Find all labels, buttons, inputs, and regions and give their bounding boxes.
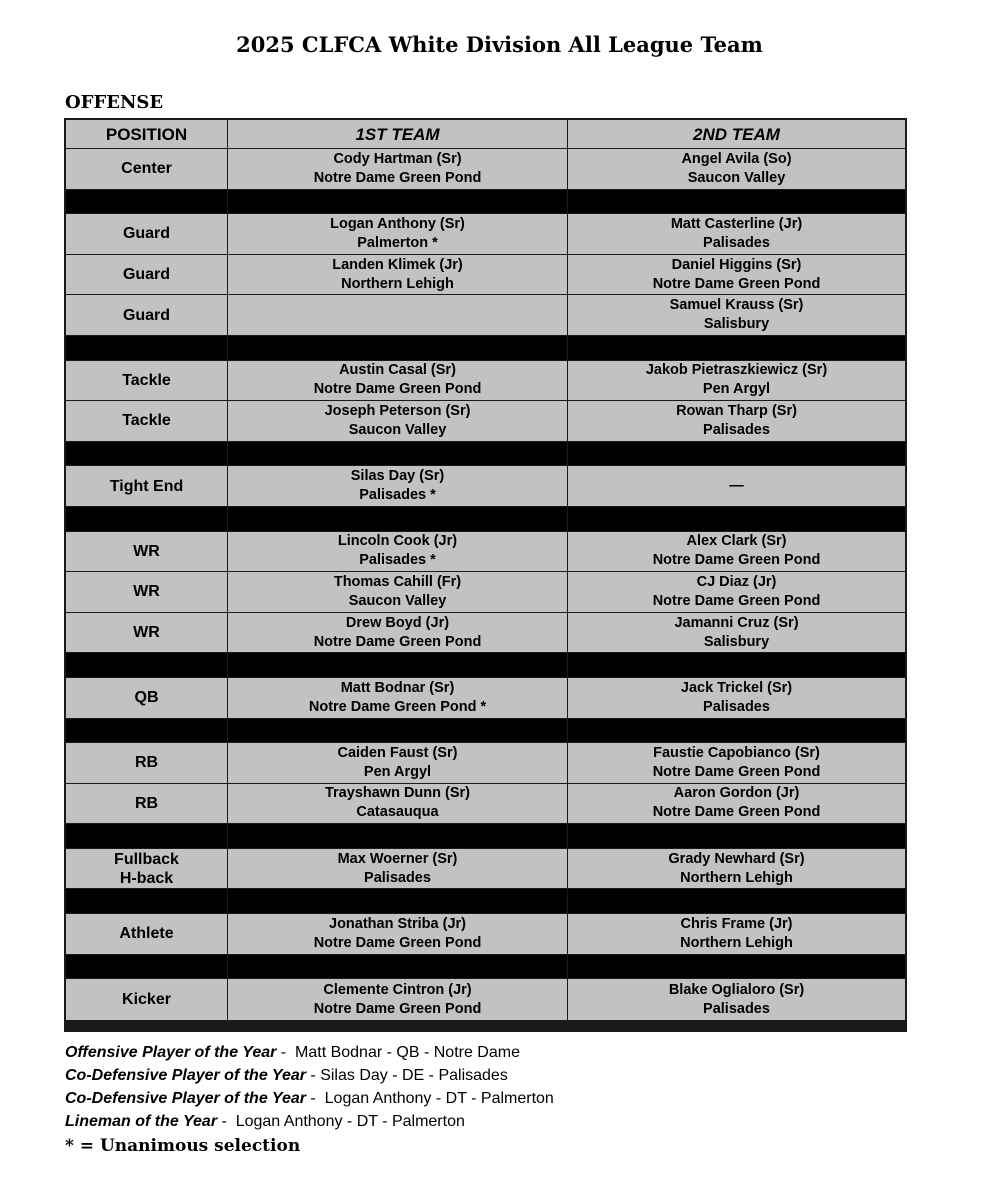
first-team-cell: [228, 466, 568, 506]
first-team-cell: [228, 849, 568, 889]
table-row: [66, 743, 905, 784]
header-position: [66, 120, 228, 148]
separator-row: [66, 653, 905, 678]
second-team-cell: [568, 532, 905, 572]
second-team-cell-line: Notre Dame Green Pond: [652, 804, 821, 821]
table-row: [66, 255, 905, 296]
first-team-cell-line: Caiden Faust (Sr): [337, 744, 458, 761]
second-team-cell: [568, 466, 905, 506]
first-team-cell: [228, 149, 568, 189]
separator-cell: [568, 955, 905, 979]
position-cell-line: Fullback: [114, 850, 179, 868]
table-row: [66, 979, 905, 1020]
header-second-team: [568, 120, 905, 148]
first-team-cell-line: Notre Dame Green Pond: [313, 934, 482, 951]
second-team-cell-line: —: [729, 477, 744, 494]
award-line: [65, 1110, 554, 1133]
separator-cell: [568, 889, 905, 913]
second-team-cell: [568, 572, 905, 612]
table-row: [66, 678, 905, 719]
separator-cell: [228, 336, 568, 360]
header-position-line: POSITION: [105, 124, 188, 144]
separator-cell: [66, 955, 228, 979]
separator-row: [66, 889, 905, 914]
second-team-cell: [568, 849, 905, 889]
second-team-cell: [568, 214, 905, 254]
second-team-cell: [568, 743, 905, 783]
first-team-cell-line: Palmerton *: [357, 234, 438, 251]
second-team-cell-line: CJ Diaz (Jr): [696, 573, 777, 590]
first-team-cell-line: Lincoln Cook (Jr): [337, 533, 458, 550]
award-line: [65, 1064, 554, 1087]
first-team-cell: [228, 979, 568, 1020]
second-team-cell-line: Pen Argyl: [702, 381, 771, 398]
position-cell: [66, 295, 228, 335]
separator-cell: [568, 336, 905, 360]
first-team-cell-line: Palisades *: [359, 552, 436, 569]
first-team-cell: [228, 361, 568, 401]
separator-cell: [66, 442, 228, 466]
second-team-cell-line: Chris Frame (Jr): [680, 915, 793, 932]
second-team-cell-line: Jack Trickel (Sr): [680, 679, 793, 696]
table-row: [66, 361, 905, 402]
separator-cell: [66, 336, 228, 360]
first-team-cell-line: Landen Klimek (Jr): [332, 256, 463, 273]
second-team-cell-line: Notre Dame Green Pond: [652, 763, 821, 780]
separator-cell: [568, 824, 905, 848]
separator-cell: [568, 653, 905, 677]
separator-row: [66, 955, 905, 980]
first-team-cell: [228, 743, 568, 783]
position-cell-line: QB: [134, 689, 159, 707]
position-cell-line: RB: [134, 794, 159, 812]
second-team-cell-line: Palisades: [703, 421, 770, 438]
second-team-cell: [568, 255, 905, 295]
first-team-cell-line: Austin Casal (Sr): [339, 362, 456, 379]
separator-cell: [66, 719, 228, 743]
first-team-cell: [228, 572, 568, 612]
second-team-cell-line: Grady Newhard (Sr): [668, 850, 805, 867]
second-team-cell-line: Saucon Valley: [687, 169, 786, 186]
second-team-cell-line: Jamanni Cruz (Sr): [674, 614, 799, 631]
award-value: - Matt Bodnar - QB - Notre Dame: [276, 1044, 520, 1061]
second-team-cell-line: Samuel Krauss (Sr): [669, 297, 804, 314]
award-label: Offensive Player of the Year: [65, 1044, 277, 1061]
unanimous-note: * = Unanimous selection: [65, 1136, 301, 1156]
first-team-cell-line: Drew Boyd (Jr): [345, 614, 450, 631]
first-team-cell-line: Max Woerner (Sr): [337, 850, 458, 867]
first-team-cell-line: Palisades: [364, 869, 431, 886]
separator-cell: [568, 507, 905, 531]
position-cell-line: WR: [133, 583, 160, 601]
second-team-cell-line: Notre Dame Green Pond: [652, 275, 821, 292]
separator-row: [66, 336, 905, 361]
position-cell: [66, 361, 228, 401]
second-team-cell-line: Aaron Gordon (Jr): [673, 785, 800, 802]
first-team-cell: [228, 914, 568, 954]
position-cell: [66, 743, 228, 783]
first-team-cell-line: Notre Dame Green Pond: [313, 381, 482, 398]
position-cell-line: Athlete: [119, 925, 174, 943]
second-team-cell: [568, 784, 905, 824]
separator-cell: [228, 507, 568, 531]
first-team-cell-line: Joseph Peterson (Sr): [324, 402, 471, 419]
first-team-cell-line: Notre Dame Green Pond: [313, 169, 482, 186]
position-cell-line: H-back: [119, 869, 174, 887]
roster-table: [64, 118, 907, 1032]
position-cell: [66, 784, 228, 824]
table-header: [66, 120, 905, 149]
position-cell-line: Kicker: [122, 991, 171, 1009]
position-cell-line: Guard: [122, 306, 171, 324]
first-team-cell-line: Palisades *: [359, 487, 436, 504]
table-row: [66, 849, 905, 890]
second-team-cell-line: Rowan Tharp (Sr): [676, 402, 797, 419]
separator-cell: [228, 824, 568, 848]
second-team-cell-line: Notre Dame Green Pond: [652, 552, 821, 569]
table-row: [66, 532, 905, 573]
position-cell-line: Guard: [122, 266, 171, 284]
separator-cell: [228, 190, 568, 214]
table-row: [66, 295, 905, 336]
second-team-cell-line: Alex Clark (Sr): [686, 533, 787, 550]
award-value: - Silas Day - DE - Palisades: [305, 1067, 508, 1084]
first-team-cell-line: Pen Argyl: [363, 763, 432, 780]
position-cell-line: Guard: [122, 225, 171, 243]
award-line: [65, 1041, 554, 1064]
position-cell-line: Tackle: [122, 412, 171, 430]
separator-cell: [568, 719, 905, 743]
header-first-team: [228, 120, 568, 148]
first-team-cell: [228, 613, 568, 653]
section-heading: OFFENSE: [65, 92, 164, 113]
second-team-cell-line: Jakob Pietraszkiewicz (Sr): [645, 362, 828, 379]
position-cell-line: Center: [121, 160, 172, 178]
first-team-cell-line: Northern Lehigh: [341, 275, 454, 292]
table-row: [66, 149, 905, 190]
position-cell: [66, 532, 228, 572]
first-team-cell-line: Cody Hartman (Sr): [333, 150, 462, 167]
table-row: [66, 572, 905, 613]
separator-cell: [66, 190, 228, 214]
first-team-cell-line: Matt Bodnar (Sr): [340, 679, 455, 696]
first-team-cell-line: Notre Dame Green Pond *: [308, 698, 487, 715]
separator-cell: [66, 824, 228, 848]
award-label: Co-Defensive Player of the Year: [65, 1067, 306, 1084]
second-team-cell: [568, 678, 905, 718]
first-team-cell-line: Jonathan Striba (Jr): [329, 915, 466, 932]
first-team-cell: [228, 532, 568, 572]
second-team-cell: [568, 401, 905, 441]
second-team-cell: [568, 295, 905, 335]
position-cell-line: WR: [133, 542, 160, 560]
table-row: [66, 401, 905, 442]
first-team-cell-line: Notre Dame Green Pond: [313, 1000, 482, 1017]
position-cell: [66, 914, 228, 954]
separator-cell: [228, 442, 568, 466]
second-team-cell: [568, 914, 905, 954]
second-team-cell: [568, 613, 905, 653]
position-cell-line: Tackle: [122, 371, 171, 389]
award-value: - Logan Anthony - DT - Palmerton: [305, 1090, 554, 1107]
separator-cell: [66, 653, 228, 677]
award-label: Lineman of the Year: [65, 1113, 218, 1130]
second-team-cell: [568, 979, 905, 1020]
second-team-cell-line: Matt Casterline (Jr): [670, 215, 803, 232]
position-cell-line: RB: [134, 754, 159, 772]
first-team-cell: [228, 678, 568, 718]
second-team-cell: [568, 361, 905, 401]
header-first-team-line: 1ST TEAM: [355, 124, 440, 144]
table-row: [66, 784, 905, 825]
first-team-cell-line: Trayshawn Dunn (Sr): [324, 785, 471, 802]
position-cell: [66, 678, 228, 718]
second-team-cell-line: Northern Lehigh: [680, 869, 793, 886]
second-team-cell-line: Daniel Higgins (Sr): [671, 256, 802, 273]
separator-cell: [228, 955, 568, 979]
separator-cell: [568, 190, 905, 214]
second-team-cell-line: Angel Avila (So): [681, 150, 792, 167]
separator-cell: [228, 889, 568, 913]
second-team-cell-line: Salisbury: [703, 633, 770, 650]
second-team-cell: [568, 149, 905, 189]
position-cell: [66, 849, 228, 889]
first-team-cell: [228, 295, 568, 335]
second-team-cell-line: Salisbury: [703, 316, 770, 333]
first-team-cell-line: Catasauqua: [356, 804, 439, 821]
separator-row: [66, 719, 905, 744]
separator-row: [66, 442, 905, 467]
separator-cell: [66, 889, 228, 913]
separator-cell: [568, 442, 905, 466]
award-line: [65, 1087, 554, 1110]
first-team-cell-line: Clemente Cintron (Jr): [323, 981, 472, 998]
first-team-cell: [228, 401, 568, 441]
position-cell: [66, 572, 228, 612]
separator-cell: [228, 653, 568, 677]
first-team-cell-line: Silas Day (Sr): [350, 468, 445, 485]
position-cell: [66, 149, 228, 189]
page-title: 2025 CLFCA White Division All League Team: [236, 32, 763, 57]
separator-row: [66, 190, 905, 215]
position-cell: [66, 613, 228, 653]
first-team-cell: [228, 784, 568, 824]
position-cell: [66, 466, 228, 506]
first-team-cell: [228, 214, 568, 254]
award-label: Co-Defensive Player of the Year: [65, 1090, 306, 1107]
second-team-cell-line: Faustie Capobianco (Sr): [653, 744, 820, 761]
separator-row: [66, 507, 905, 532]
second-team-cell-line: Palisades: [703, 1000, 770, 1017]
second-team-cell-line: Palisades: [703, 234, 770, 251]
position-cell: [66, 401, 228, 441]
first-team-cell-line: Saucon Valley: [348, 421, 447, 438]
header-second-team-line: 2ND TEAM: [693, 124, 780, 144]
position-cell-line: Tight End: [109, 477, 184, 495]
awards-list: [65, 1041, 554, 1133]
separator-cell: [228, 719, 568, 743]
position-cell: [66, 979, 228, 1020]
table-row: [66, 214, 905, 255]
first-team-cell: [228, 255, 568, 295]
second-team-cell-line: Blake Oglialoro (Sr): [668, 981, 805, 998]
first-team-cell-line: Thomas Cahill (Fr): [333, 573, 462, 590]
table-row: [66, 914, 905, 955]
separator-row: [66, 824, 905, 849]
table-row: [66, 613, 905, 654]
first-team-cell-line: Logan Anthony (Sr): [330, 215, 465, 232]
separator-cell: [66, 507, 228, 531]
second-team-cell-line: Notre Dame Green Pond: [652, 592, 821, 609]
position-cell-line: WR: [133, 624, 160, 642]
position-cell: [66, 214, 228, 254]
second-team-cell-line: Northern Lehigh: [680, 934, 793, 951]
table-row: [66, 466, 905, 507]
first-team-cell-line: Notre Dame Green Pond: [313, 633, 482, 650]
first-team-cell-line: Saucon Valley: [348, 592, 447, 609]
second-team-cell-line: Palisades: [703, 698, 770, 715]
award-value: - Logan Anthony - DT - Palmerton: [217, 1113, 465, 1130]
position-cell: [66, 255, 228, 295]
